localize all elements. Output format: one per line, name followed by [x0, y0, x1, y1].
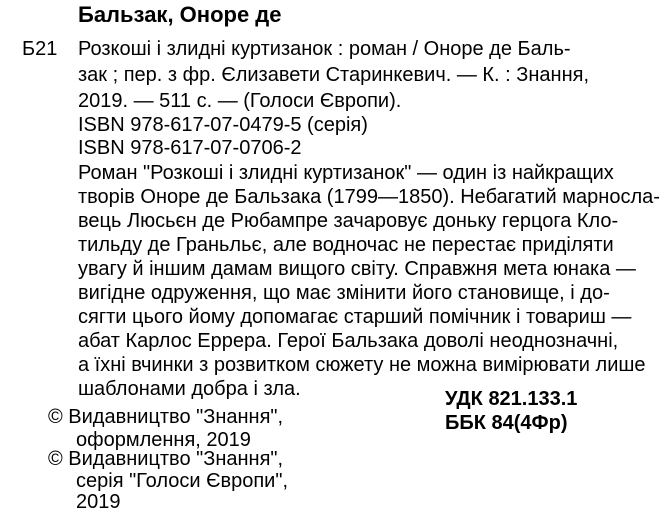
- annotation-line: шаблонами добра і зла.: [78, 378, 301, 400]
- author-code: Б21: [22, 38, 58, 60]
- bbk-code: ББК 84(4Фр): [445, 412, 568, 434]
- isbn-series: ISBN 978-617-07-0479-5 (серія): [78, 114, 368, 136]
- annotation-line: Роман "Розкоші і злидні куртизанок" — один із найкращих: [78, 162, 614, 184]
- bibliographic-line: 2019. — 511 с. — (Голоси Європи).: [78, 90, 402, 112]
- copyright-series-line: © Видавництво "Знання",: [48, 448, 284, 470]
- copyright-publisher-line: оформлення, 2019: [76, 429, 251, 451]
- copyright-series-line: 2019: [76, 491, 121, 513]
- annotation-line: сягти цього йому допомагає старший помічник і товариш —: [78, 306, 632, 328]
- annotation-line: творів Оноре де Бальзака (1799—1850). Небагатий марносла-: [78, 186, 660, 208]
- isbn-book: ISBN 978-617-07-0706-2: [78, 137, 302, 159]
- udc-code: УДК 821.133.1: [445, 388, 578, 410]
- annotation-line: тильду де Граньльє, але водночас не перестає приділяти: [78, 234, 614, 256]
- bibliographic-line: зак ; пер. з фр. Єлизавети Старинкевич. — К. : Знання,: [78, 64, 590, 86]
- copyright-series-line: серія "Голоси Європи",: [76, 470, 289, 492]
- author-heading: Бальзак, Оноре де: [78, 2, 282, 27]
- annotation-line: абат Карлос Еррера. Герої Бальзака доволі неоднозначні,: [78, 330, 619, 352]
- annotation-line: вигідне одруження, що має змінити його становище, і до-: [78, 282, 610, 304]
- copyright-publisher-line: © Видавництво "Знання",: [48, 406, 284, 428]
- annotation-line: увагу й іншим дамам вищого світу. Справжня мета юнака —: [78, 258, 636, 280]
- annotation-line: а їхні вчинки з розвитком сюжету не можна вимірювати лише: [78, 354, 646, 376]
- bibliographic-line: Розкоші і злидні куртизанок : роман / Оноре де Баль-: [78, 38, 571, 60]
- annotation-line: вець Люсьєн де Рюбампре зачаровує доньку герцога Кло-: [78, 210, 619, 232]
